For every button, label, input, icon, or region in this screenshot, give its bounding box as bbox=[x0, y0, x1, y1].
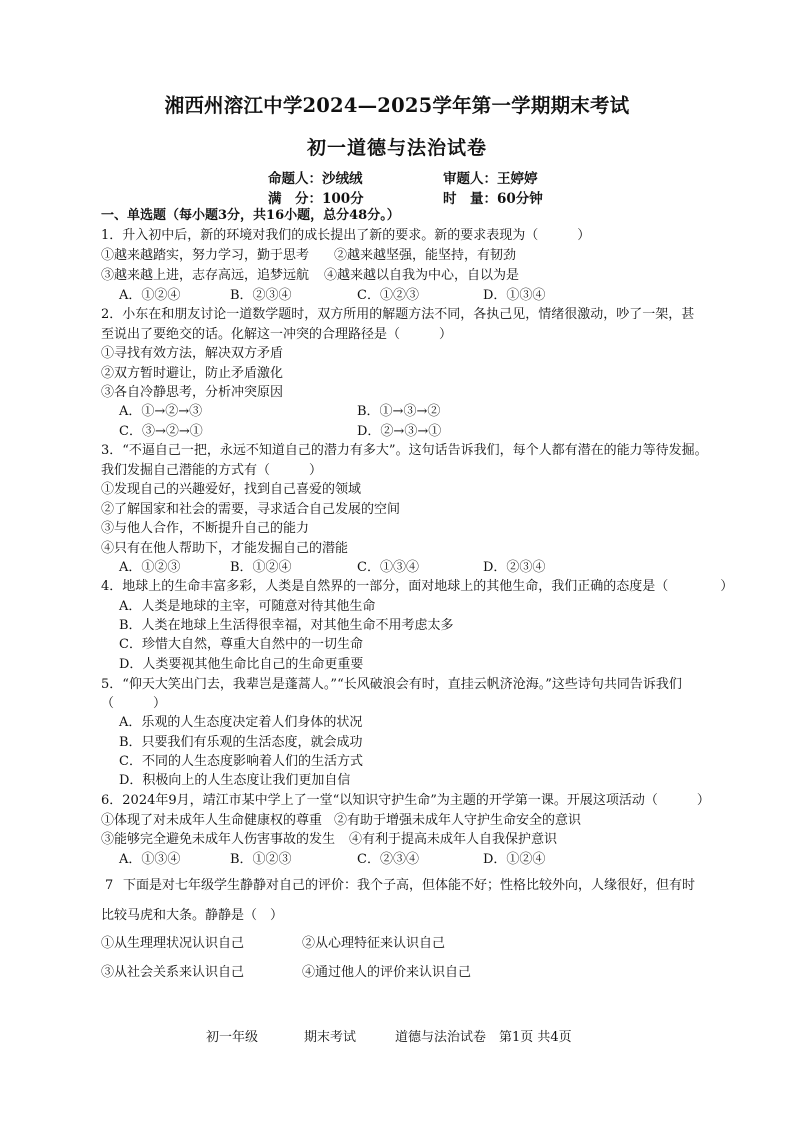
q7-stem-line-2: 比较马虎和大条。静静是（ ） bbox=[101, 908, 284, 923]
q7-item-3: ③从社会关系来认识自己 bbox=[101, 965, 245, 980]
q2-item-2: ②双方暂时避让，防止矛盾激化 bbox=[101, 366, 284, 381]
q1-stem: 1．升入初中后，新的环境对我们的成长提出了新的要求。新的要求表现为（ ） bbox=[101, 228, 591, 243]
q4-option-a: A．人类是地球的主宰，可随意对待其他生命 bbox=[119, 599, 376, 614]
footer-page-number: 第1页 共4页 bbox=[499, 1030, 572, 1045]
q5-option-a: A．乐观的人生态度决定着人们身体的状况 bbox=[119, 715, 363, 730]
q4-stem: 4．地球上的生命丰富多彩，人类是自然界的一部分，面对地球上的其他生命，我们正确的态度是（ ） bbox=[101, 579, 734, 594]
time-label: 时 量：60分钟 bbox=[443, 191, 543, 207]
q2-option-b: B．①→③→② bbox=[357, 404, 441, 419]
footer-grade: 初一年级 bbox=[206, 1030, 259, 1045]
q3-option-a: A．①②③ bbox=[119, 560, 181, 575]
q3-item-2: ②了解国家和社会的需要，寻求适合自己发展的空间 bbox=[101, 502, 401, 517]
q1-item-1: ①越来越踏实，努力学习，勤于思考 bbox=[101, 248, 310, 263]
q3-stem-line-1: 3．“不逼自己一把，永远不知道自己的潜力有多大”。这句话告诉我们，每个人都有潜在的能力等待发掘。 bbox=[101, 443, 708, 458]
q7-item-1: ①从生理理状况认识自己 bbox=[101, 936, 245, 951]
q1-option-c: C．①②③ bbox=[357, 288, 419, 303]
q2-option-a: A．①→②→③ bbox=[119, 404, 203, 419]
q4-option-c: C．珍惜大自然，尊重大自然中的一切生命 bbox=[119, 637, 363, 652]
q2-item-1: ①寻找有效方法，解决双方矛盾 bbox=[101, 346, 284, 361]
q5-option-d: D．积极向上的人生态度让我们更加自信 bbox=[119, 773, 351, 788]
q6-option-d: D．①②④ bbox=[483, 852, 546, 867]
q6-item-2: ②有助于增强未成年人守护生命安全的意识 bbox=[334, 813, 582, 828]
q1-item-4: ④越来越以自我为中心，自以为是 bbox=[324, 268, 520, 283]
q6-option-c: C．②③④ bbox=[357, 852, 419, 867]
q1-item-3: ③越来越上进，志存高远，追梦远航 bbox=[101, 268, 310, 283]
q5-stem-line-2: （ ） bbox=[101, 696, 167, 711]
q6-item-4: ④有利于提高未成年人自我保护意识 bbox=[349, 832, 558, 847]
q6-option-b: B．①②③ bbox=[230, 852, 292, 867]
q3-item-4: ④只有在他人帮助下，才能发掘自己的潜能 bbox=[101, 541, 349, 556]
author-label: 命题人：沙绒绒 bbox=[268, 171, 363, 187]
q2-option-d: D．②→③→① bbox=[357, 424, 442, 439]
q3-item-3: ③与他人合作，不断提升自己的能力 bbox=[101, 521, 310, 536]
q6-option-a: A．①③④ bbox=[119, 852, 181, 867]
score-label: 满 分：100分 bbox=[268, 191, 364, 207]
exam-subtitle: 初一道德与法治试卷 bbox=[306, 137, 487, 159]
q3-option-d: D．②③④ bbox=[483, 560, 546, 575]
q1-option-a: A．①②④ bbox=[119, 288, 181, 303]
q1-item-2: ②越来越坚强，能坚持，有韧劲 bbox=[334, 248, 517, 263]
q6-item-1: ①体现了对未成年人生命健康权的尊重 bbox=[101, 813, 323, 828]
q5-stem-line-1: 5．“仰天大笑出门去，我辈岂是蓬蒿人。”“长风破浪会有时，直挂云帆济沧海。”这些诗句共同告诉我们 bbox=[101, 677, 682, 692]
footer-subject: 道德与法治试卷 bbox=[395, 1030, 487, 1045]
q1-option-b: B．②③④ bbox=[230, 288, 292, 303]
q7-stem-line-1: 下面是对七年级学生静静对自己的评价：我个子高，但体能不好；性格比较外向，人缘很好，但有时 bbox=[123, 878, 696, 893]
q2-stem-line-1: 2．小东在和朋友讨论一道数学题时，双方所用的解题方法不同，各执己见，情绪很激动，吵了一架，甚 bbox=[101, 307, 695, 322]
q2-stem-line-2: 至说出了要绝交的话。化解这一冲突的合理路径是（ ） bbox=[101, 327, 453, 342]
section-heading: 一、单选题（每小题3分，共16小题，总分48分。） bbox=[101, 208, 400, 223]
q6-stem: 6．2024年9月，靖江市某中学上了一堂“以知识守护生命”为主题的开学第一课。开展这项活动（ ） bbox=[101, 793, 710, 808]
q4-option-b: B．人类在地球上生活得很幸福，对其他生命不用考虑太多 bbox=[119, 618, 454, 633]
reviewer-label: 审题人：王婷婷 bbox=[443, 171, 538, 187]
q7-item-2: ②从心理特征来认识自己 bbox=[302, 936, 446, 951]
q5-option-b: B．只要我们有乐观的生活态度，就会成功 bbox=[119, 735, 363, 750]
q2-item-3: ③各自冷静思考，分析冲突原因 bbox=[101, 385, 284, 400]
q5-option-c: C．不同的人生态度影响着人们的生活方式 bbox=[119, 754, 363, 769]
q4-option-d: D．人类要视其他生命比自己的生命更重要 bbox=[119, 657, 364, 672]
q3-option-b: B．①②④ bbox=[230, 560, 292, 575]
q2-option-c: C．③→②→① bbox=[119, 424, 203, 439]
q6-item-3: ③能够完全避免未成年人伤害事故的发生 bbox=[101, 832, 336, 847]
q1-option-d: D．①③④ bbox=[483, 288, 546, 303]
q3-item-1: ①发现自己的兴趣爱好，找到自己喜爱的领域 bbox=[101, 482, 362, 497]
q3-option-c: C．①③④ bbox=[357, 560, 419, 575]
exam-title: 湘西州溶江中学2024—2025学年第一学期期末考试 bbox=[164, 94, 630, 117]
q7-item-4: ④通过他人的评价来认识自己 bbox=[302, 965, 472, 980]
q7-number: 7 bbox=[105, 878, 114, 893]
footer-exam: 期末考试 bbox=[304, 1030, 357, 1045]
q3-stem-line-2: 我们发掘自己潜能的方式有（ ） bbox=[101, 463, 323, 478]
